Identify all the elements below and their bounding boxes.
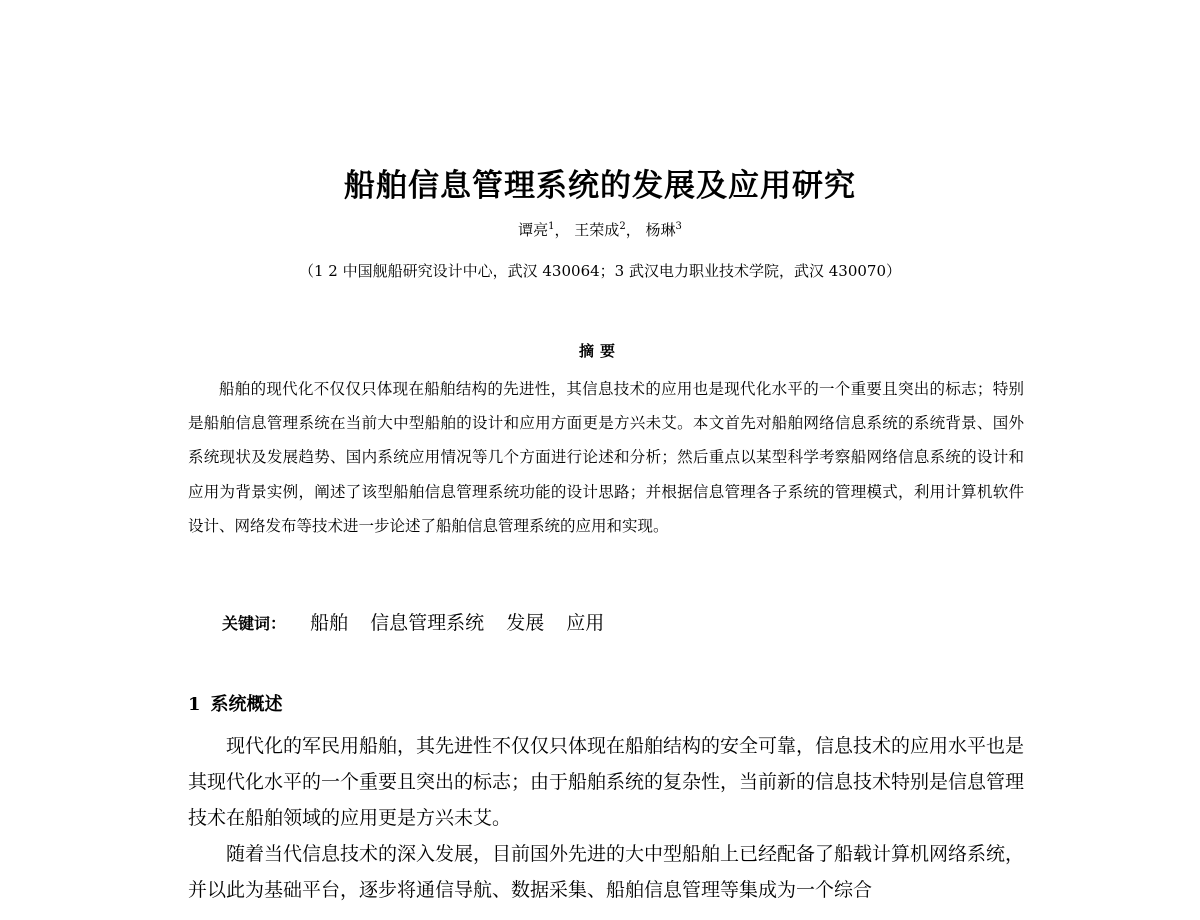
abstract-heading: 摘要 [578,342,621,360]
keywords-line [222,608,620,635]
paper-title: 船舶信息管理系统的发展及应用研究 [344,168,856,204]
author: 杨琳$^3$ [645,221,682,239]
author: 谭亮$^1$， [518,221,570,239]
author-affiliations: （1 2 中国舰船研究设计中心，武汉 430064；3 武汉电力职业技术学院，武汉 430070） [299,262,901,280]
author-affiliation-mark: 3 [675,221,682,232]
author: 王荣成$^2$， [574,221,641,239]
paragraph: 随着当代信息技术的深入发展，目前国外先进的大中型船舶上已经配备了船载计算机网络系统，并以此为基础平台，逐步将通信导航、数据采集、船舶信息管理等集成为一个综合 [188,843,1025,901]
author-affiliation-mark: 1 [548,221,555,232]
author-affiliation-mark: 2 [619,221,626,232]
keyword: 信息管理系统 [370,612,485,634]
paragraph: 现代化的军民用船舶，其先进性不仅仅只体现在船舶结构的安全可靠，信息技术的应用水平也是其现代化水平的一个重要且突出的标志；由于船舶系统的复杂性，当前新的信息技术特别是信息管理技术在船舶领域的应用更是方兴未艾。 [188,735,1025,829]
section-heading [188,690,283,716]
keyword: 船舶 [310,612,349,634]
section-title: 系统概述 [210,694,283,715]
section-body [188,728,1024,908]
section-number: 1 [188,694,201,715]
keyword: 应用 [566,612,605,634]
abstract-body: 船舶的现代化不仅仅只体现在船舶结构的先进性，其信息技术的应用也是现代化水平的一个重要且突出的标志；特别是船舶信息管理系统在当前大中型船舶的设计和应用方面更是方兴未艾。本文首先对船舶网络信息系统的系统背景、国外系统现状及发展趋势、国内系统应用情况等几个方面进行论述和分析；然后重点以某型科学考察船网络信息系统的设计和应用为背景实例，阐述了该型船舶信息管理系统功能的设计思路；并根据信息管理各子系统的管理模式，利用计算机软件设计、网络发布等技术进一步论述了船舶信息管理系统的应用和实现。 [188,380,1024,535]
keyword: 发展 [506,612,545,634]
author-list [0,219,1200,240]
keywords-label: 关键词： [222,614,287,633]
